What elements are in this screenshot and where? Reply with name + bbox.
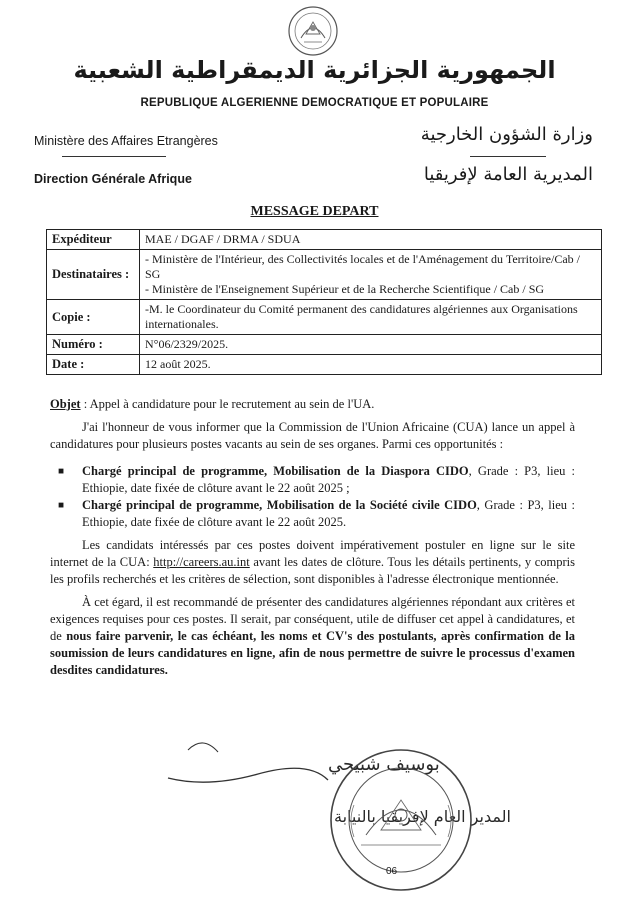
vacancy-details: , Grade : P3, lieu : Ethiopie, date fixée de clôture avant le 22 août 2025.	[82, 498, 575, 529]
object-text: : Appel à candidature pour le recrutement au sein de l'UA.	[80, 397, 375, 411]
list-item	[50, 463, 575, 497]
document-title: MESSAGE DEPART	[250, 204, 379, 219]
recipient-item: - Ministère de l'Enseignement Supérieur et de la Recherche Scientifique / Cab / SG	[145, 282, 545, 296]
divider	[470, 156, 546, 157]
letter-body	[50, 396, 575, 679]
recipients-label: Destinataires :	[47, 250, 140, 300]
table-row	[47, 300, 602, 335]
number-value: N°06/2329/2025.	[140, 335, 602, 355]
paragraph-text: À cet égard, il est recommandé de présenter des candidatures algériennes répondant aux critères et exigences requises pour ces postes. Il serait, par conséquent, utile de diffuser cet appel à candidatures, et de	[50, 595, 575, 643]
signer-title-ar: المدير العام لإفريقيا بالنيابة	[334, 807, 511, 826]
paragraph-bold-text: nous faire parvenir, le cas échéant, les noms et CV's des postulants, après confirmation de la soumission de leurs candidatures en ligne, afin de nous permettre de suivre le processus d'examen desdites candidatures.	[50, 629, 575, 677]
paragraph-application	[50, 537, 575, 588]
recipients-value	[140, 250, 602, 300]
handwritten-signature	[148, 730, 511, 840]
paragraph-text: avant les dates de clôture. Tous les détails pertinents, y compris les profils recherchés et les critères de sélection, sont disponibles à l'adresse électronique mentionnée.	[50, 555, 575, 586]
table-row	[47, 250, 602, 300]
bullet-icon: ■	[58, 500, 65, 511]
vacancy-title: Chargé principal de programme, Mobilisation de la Société civile CIDO	[82, 498, 477, 512]
official-stamp-icon	[326, 745, 476, 895]
table-row	[47, 355, 602, 375]
message-header-table	[46, 229, 602, 375]
algerian-emblem-icon	[284, 4, 342, 58]
paragraph-text: Les candidats intéressés par ces postes doivent impérativement postuler en ligne sur le site internet de la CUA:	[50, 538, 575, 569]
paragraph-request	[50, 594, 575, 679]
number-label: Numéro :	[47, 335, 140, 355]
list-item	[50, 497, 575, 531]
recipient-item: - Ministère de l'Intérieur, des Collectivités locales et de l'Aménagement du Territoire/Cab / SG	[145, 252, 580, 281]
vacancy-details: , Grade : P3, lieu : Ethiopie, date fixée de clôture avant le 22 août 2025 ;	[82, 464, 575, 495]
date-label: Date :	[47, 355, 140, 375]
sender-value: MAE / DGAF / DRMA / SDUA	[140, 230, 602, 250]
bullet-icon: ■	[58, 466, 65, 477]
table-row	[47, 230, 602, 250]
object-line	[50, 396, 575, 413]
date-value: 12 août 2025.	[140, 355, 602, 375]
copy-value: -M. le Coordinateur du Comité permanent des candidatures algériennes aux Organisations internationales.	[140, 300, 602, 335]
paragraph-intro: J'ai l'honneur de vous informer que la Commission de l'Union Africaine (CUA) lance un appel à candidatures pour plusieurs postes vacants au sein de ses organes. Parmi ces opportunités :	[50, 420, 575, 451]
stamp-number: 06	[386, 866, 398, 877]
ministry-name-ar: وزارة الشؤون الخارجية	[420, 124, 593, 145]
ministry-name-fr: Ministère des Affaires Etrangères	[34, 134, 218, 148]
sender-label: Expéditeur	[47, 230, 140, 250]
object-label: Objet	[50, 397, 81, 411]
vacancy-list	[50, 463, 575, 531]
republic-title-ar: الجمهورية الجزائرية الديمقراطية الشعبية	[73, 56, 556, 84]
careers-link[interactable]: http://careers.au.int	[153, 555, 250, 569]
signer-name-ar: بوسيف شبيحي	[328, 754, 440, 775]
copy-label: Copie :	[47, 300, 140, 335]
republic-title-fr: REPUBLIQUE ALGERIENNE DEMOCRATIQUE ET POPULAIRE	[140, 97, 489, 109]
table-row	[47, 335, 602, 355]
vacancy-title: Chargé principal de programme, Mobilisation de la Diaspora CIDO	[82, 464, 469, 478]
direction-name-ar: المديرية العامة لإفريقيا	[423, 164, 593, 185]
direction-name-fr: Direction Générale Afrique	[34, 172, 192, 186]
divider	[62, 156, 166, 157]
